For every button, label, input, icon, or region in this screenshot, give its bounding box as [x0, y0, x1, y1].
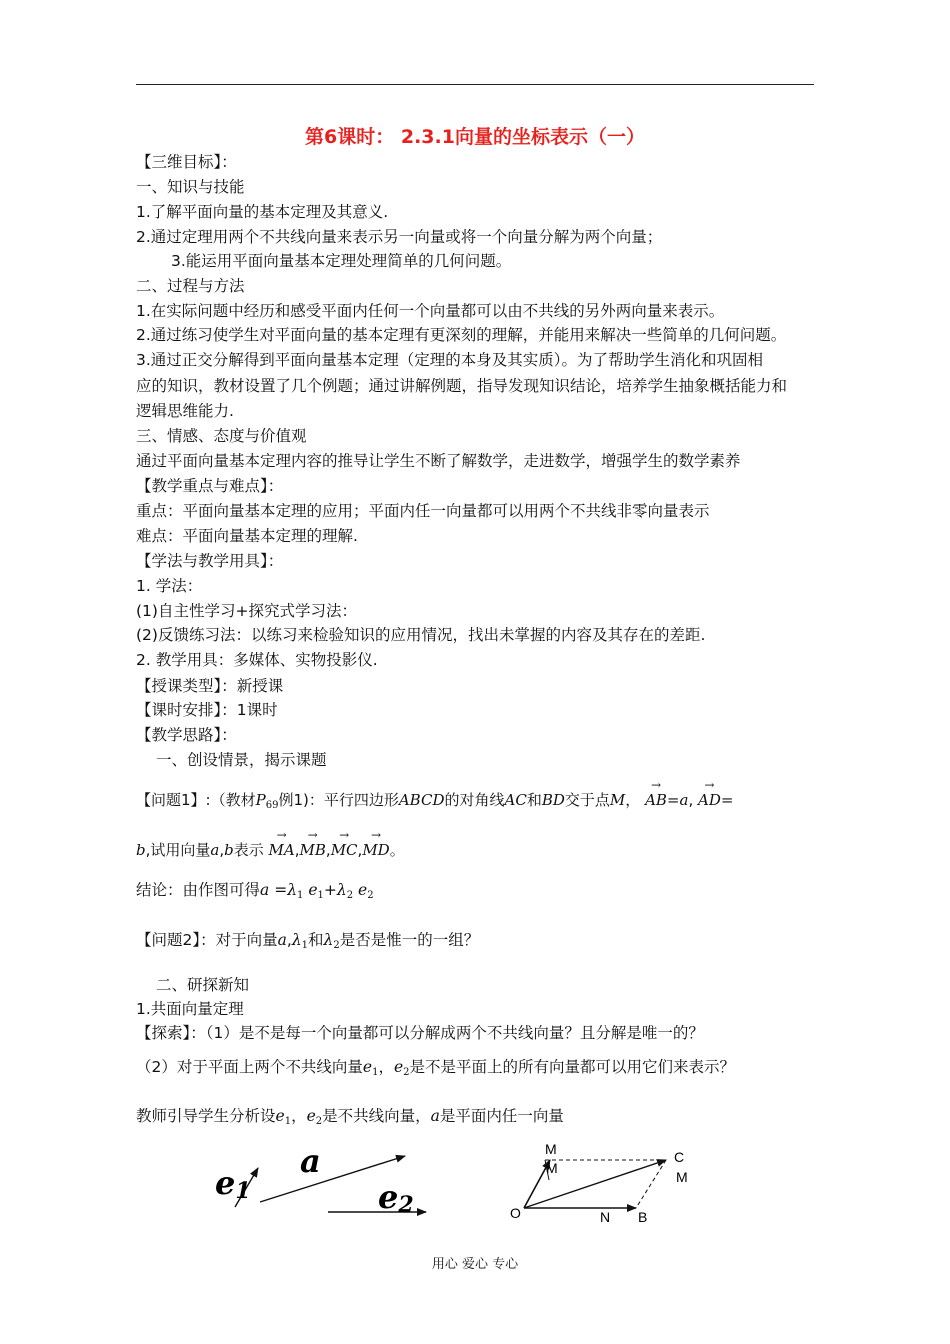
- heading-goals: 【三维目标】：: [136, 153, 237, 171]
- section-knowledge: 一、知识与技能: [136, 178, 245, 196]
- page-title: 第6课时： 2.3.1向量的坐标表示（一）: [305, 126, 645, 148]
- process-3c: 逻辑思维能力.: [136, 402, 234, 420]
- section-new-knowledge: 二、研探新知: [156, 976, 250, 994]
- vector-decomposition-figure: [200, 1130, 720, 1230]
- dashed-right: [636, 1160, 666, 1208]
- lesson-schedule: 【课时安排】：1课时: [136, 701, 278, 719]
- left-diagram: [215, 1142, 426, 1218]
- key-point: 重点：平面向量基本定理的应用；平面内任一向量都可以用两个不共线非零向量表示: [136, 502, 710, 520]
- vector-mb: → MB: [300, 840, 326, 860]
- heading-methods: 【学法与教学用具】：: [136, 552, 284, 570]
- teaching-tools: 2. 教学用具：多媒体、实物投影仪.: [136, 651, 378, 669]
- method-1-2: (2)反馈练习法：以练习来检验知识的应用情况，找出未掌握的内容及其存在的差距.: [136, 626, 706, 644]
- header-rule: [136, 84, 814, 85]
- label-e2: e2: [378, 1178, 414, 1218]
- problem-1-line-1: 【问题1】:（教材$P_{69}$例1)：平行四边形ABCD的对角线AC和BD交于点M， → AB=a, → AD=: [136, 790, 733, 816]
- process-3a: 3.通过正交分解得到平面向量基本定理（定理的本身及其实质）。为了帮助学生消化和巩固相: [136, 351, 764, 369]
- emotion-text: 通过平面向量基本定理内容的推导让学生不断了解数学，走进数学，增强学生的数学素养: [136, 452, 741, 470]
- section-scenario: 一、创设情景，揭示课题: [156, 751, 327, 769]
- goal-3: 3.能运用平面向量基本定理处理简单的几何问题。: [171, 252, 512, 270]
- label-a: a: [300, 1142, 321, 1180]
- lesson-type: 【授课类型】：新授课: [136, 677, 284, 695]
- label-e1: e1: [215, 1164, 251, 1204]
- method-1: 1. 学法：: [136, 577, 203, 595]
- teacher-guide: 教师引导学生分析设$e_1$，$e_2$是不共线向量，a是平面内任一向量: [136, 1107, 564, 1127]
- difficult-point: 难点：平面向量基本定理的理解.: [136, 527, 358, 545]
- process-3b: 应的知识，教材设置了几个例题；通过讲解例题，指导发现知识结论，培养学生抽象概括能力和: [136, 377, 788, 395]
- process-2: 2.通过练习使学生对平面向量的基本定理有更深刻的理解，并能用来解决一些简单的几何问题。: [136, 326, 787, 344]
- problem-1-line-2: b,试用向量a,b表示 → MA,→ MB,→ MC,→ MD。: [136, 840, 405, 860]
- section-process: 二、过程与方法: [136, 277, 245, 295]
- label-m-mid: M: [546, 1160, 558, 1176]
- parallelogram-diagram: [510, 1141, 688, 1225]
- process-1: 1.在实际问题中经历和感受平面内任何一个向量都可以由不共线的另外两向量来表示。: [136, 302, 725, 320]
- conclusion: 结论：由作图可得$a =\lambda_1$ $e_1+\lambda_2$ $e_2$: [136, 881, 374, 901]
- vector-md: → MD: [362, 840, 389, 860]
- explore-2: （2）对于平面上两个不共线向量$e_1$，$e_2$是不是平面上的所有向量都可以用它们来表示？: [136, 1058, 736, 1078]
- vector-ad: → AD: [698, 790, 721, 810]
- theorem-heading: 1.共面向量定理: [136, 1000, 244, 1018]
- vector-mc: → MC: [331, 840, 358, 860]
- page-footer: 用心 爱心 专心: [431, 1257, 519, 1272]
- goal-2: 2.通过定理用两个不共线向量来表示另一向量或将一个向量分解为两个向量；: [136, 228, 663, 246]
- explore-1: 【探索】：（1）是不是每一个向量都可以分解成两个不共线向量？且分解是唯一的？: [136, 1024, 704, 1042]
- label-n: N: [600, 1209, 611, 1225]
- label-o: O: [510, 1205, 521, 1221]
- vector-ab: → AB: [645, 790, 667, 810]
- label-c: C: [674, 1149, 685, 1165]
- vector-ma: → MA: [269, 840, 295, 860]
- label-m-right: M: [676, 1169, 688, 1185]
- method-1-1: (1)自主性学习+探究式学习法：: [136, 602, 357, 620]
- problem-2: 【问题2】：对于向量$a,\lambda_1$和$\lambda_2$是否是惟一的一组？: [136, 931, 480, 951]
- section-emotion: 三、情感、态度与价值观: [136, 427, 307, 445]
- label-m-top: M: [545, 1141, 557, 1157]
- goal-1: 1.了解平面向量的基本定理及其意义.: [136, 203, 389, 221]
- label-b: B: [638, 1209, 648, 1225]
- heading-teaching-ideas: 【教学思路】：: [136, 726, 237, 744]
- heading-key-points: 【教学重点与难点】：: [136, 477, 284, 495]
